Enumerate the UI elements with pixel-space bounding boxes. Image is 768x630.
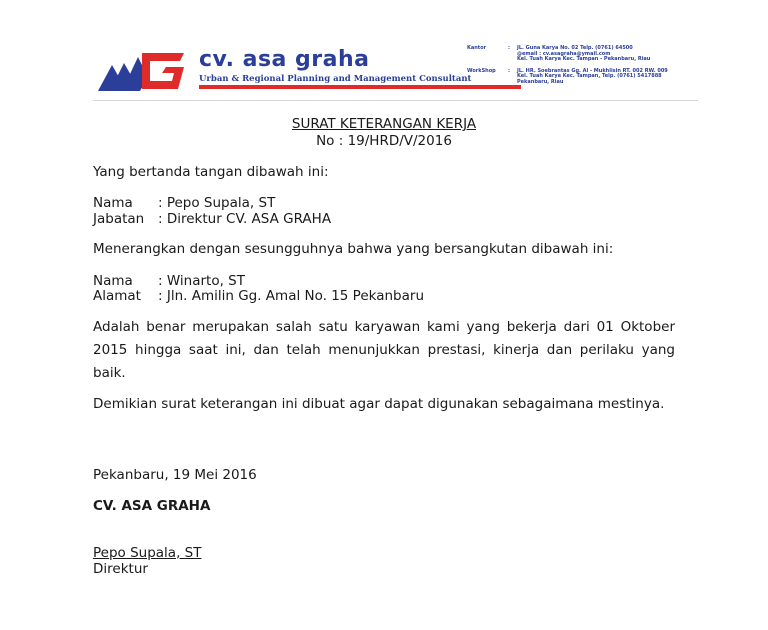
- company-tagline: Urban & Regional Planning and Management Consultant: [199, 74, 472, 84]
- field-label: Jabatan: [93, 211, 145, 227]
- field-label: Nama: [93, 273, 133, 289]
- closing-paragraph: Demikian surat keterangan ini dibuat agar dapat digunakan sebagaimana mestinya.: [93, 396, 665, 412]
- contact-value: @email : cv.asagraha@ymail.com: [517, 50, 611, 57]
- place-date: Pekanbaru, 19 Mei 2016: [93, 467, 257, 483]
- intro-text: Yang bertanda tangan dibawah ini:: [93, 164, 329, 180]
- asa-graha-logo-icon: [98, 47, 186, 91]
- contact-value: JL. HR. Soebrantas Gg. Al - Mukhlisin RT. 002 RW. 009: [517, 67, 668, 74]
- letter-title: SURAT KETERANGAN KERJA: [291, 116, 477, 132]
- tagline-underline: [199, 85, 521, 89]
- contact-row: WorkShop : JL. HR. Soebrantas Gg. Al - Mukhlisin RT. 002 RW. 009: [467, 67, 668, 74]
- contact-value: Kel. Tuah Karya Kec. Tampan - Pekanbaru, Riau: [517, 56, 651, 63]
- signer-position-row: [93, 211, 331, 227]
- signatory-name: Pepo Supala, ST: [93, 545, 202, 561]
- contact-block: [467, 46, 698, 86]
- contact-row: [467, 57, 698, 63]
- body-paragraph: Adalah benar merupakan salah satu karyawan kami yang bekerja dari 01 Oktober 2015 hingga saat ini, dan telah menunjukkan prestasi, kinerja dan perilaku yang baik.: [93, 319, 675, 381]
- field-value: : Direktur CV. ASA GRAHA: [158, 211, 332, 227]
- employee-address-row: [93, 288, 424, 304]
- field-label: Nama: [93, 195, 133, 211]
- contact-label: Kantor: [467, 45, 487, 51]
- statement-text: Menerangkan dengan sesungguhnya bahwa yang bersangkutan dibawah ini:: [93, 241, 614, 257]
- field-label: Alamat: [93, 288, 141, 304]
- company-signature-name: CV. ASA GRAHA: [93, 498, 211, 514]
- signatory-title: Direktur: [93, 561, 148, 577]
- letter-number: No : 19/HRD/V/2016: [316, 133, 452, 149]
- contact-value: JL. Guna Karya No. 02 Telp. (0761) 64500: [517, 45, 633, 51]
- contact-value: Pekanbaru, Riau: [517, 78, 564, 85]
- company-name: cv. asa graha: [199, 47, 370, 72]
- contact-row: Kantor : JL. Guna Karya No. 02 Telp. (0761) 64500: [467, 45, 633, 51]
- contact-value: Kel. Tuah Karya Kec. Tampan, Telp. (0761) 5417888: [517, 73, 662, 80]
- employee-name-row: [93, 273, 245, 289]
- contact-row: [467, 80, 698, 86]
- field-value: : Pepo Supala, ST: [158, 195, 276, 211]
- field-value: : Jln. Amilin Gg. Amal No. 15 Pekanbaru: [158, 288, 425, 304]
- letterhead: [93, 38, 698, 101]
- signer-name-row: [93, 195, 275, 211]
- field-value: : Winarto, ST: [158, 273, 245, 289]
- contact-label: WorkShop: [467, 67, 496, 74]
